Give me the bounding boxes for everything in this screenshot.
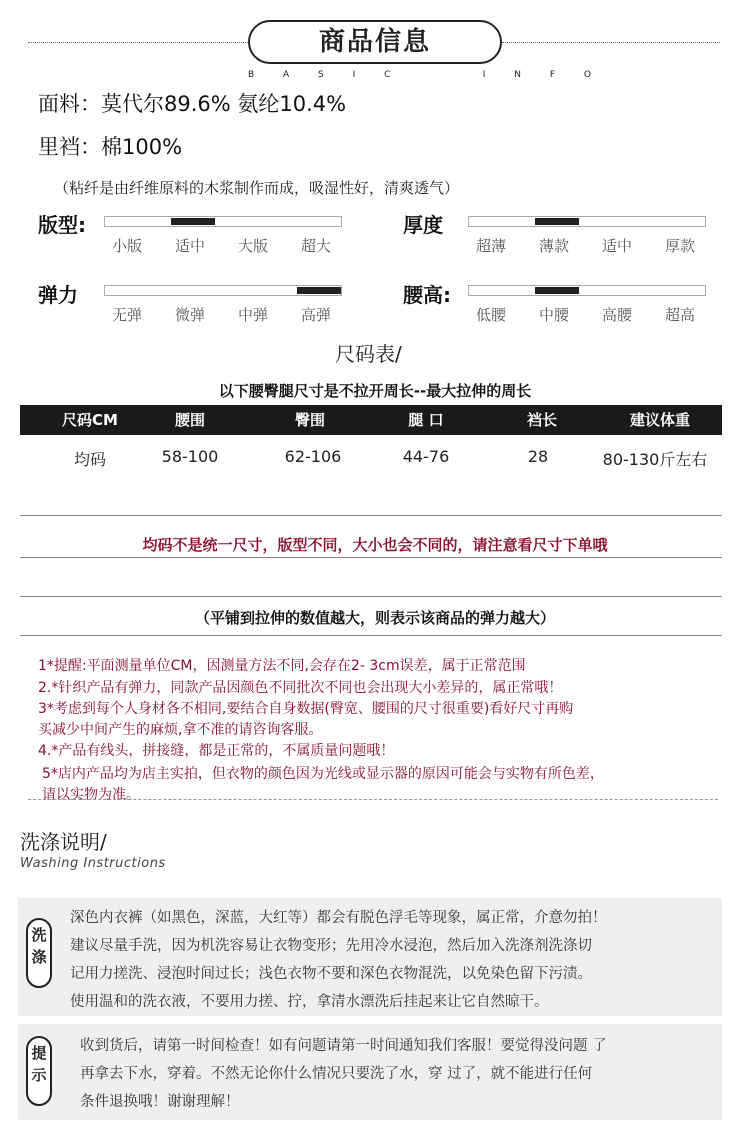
tip-line: 2.*针织产品有弹力，同款产品因颜色不同批次不同也会出现大小差异的，属正常哦！ [38,680,563,696]
washing-subtitle: Washing Instructions [20,856,166,871]
fit-option: 小版 [112,237,143,255]
size-warning: 均码不是统一尺寸，版型不同，大小也会不同的，请注意看尺寸下单哦 [142,536,608,554]
washing-box [18,898,722,1016]
crotch-lining: 里裆：棉100% [38,135,183,159]
elasticity-label: 弹力 [38,283,78,307]
table-cell: 58-100 [161,447,219,466]
elasticity-option: 中弹 [238,306,269,324]
washing-line: 深色内衣裤（如黑色，深蓝，大红等）都会有脱色浮毛等现象，属正常，介意勿拍！ [70,910,607,926]
waist-option: 高腰 [602,306,633,324]
notice-badge [26,1036,52,1106]
thickness-indicator [535,218,579,225]
column-header: 裆长 [526,411,557,429]
washing-title: 洗涤说明/ [20,830,107,854]
notice-box [18,1024,722,1120]
washing-line: 建议尽量手洗，因为机洗容易让衣物变形；先用冷水浸泡，然后加入洗涤剂洗涤切 [70,938,592,954]
section-title: 商品信息 [248,20,502,64]
divider [20,515,722,516]
section-subtitle: B A S I C I N F O [248,70,604,80]
waist-indicator [535,287,579,294]
tip-line: 请以实物为准。 [42,787,140,803]
fit-indicator [171,218,215,225]
elasticity-option: 高弹 [301,306,332,324]
tips-divider [28,799,718,800]
notice-line: 收到货后，请第一时间检查！如有问题请第一时间通知我们客服！要觉得没问题 了 [80,1038,607,1054]
washing-line: 使用温和的洗衣液，不要用力搓、拧，拿清水漂洗后挂起来让它自然晾干。 [70,994,549,1010]
tip-line: 1*提醒:平面测量单位CM，因测量方法不同,会存在2- 3cm误差，属于正常范围 [38,658,526,674]
waist-option: 超高 [665,306,696,324]
tip-line: 买减少中间产生的麻烦,拿不准的请咨询客服。 [38,722,323,738]
elasticity-indicator [297,287,341,294]
badge-char: 提 [31,1044,47,1062]
elasticity-scale [104,285,342,296]
elasticity-option: 微弹 [175,306,206,324]
notice-line: 条件退换哦！谢谢理解！ [80,1094,240,1110]
column-header: 建议体重 [629,411,690,429]
thickness-option: 薄款 [539,237,570,255]
table-cell: 62-106 [284,447,342,466]
thickness-option: 超薄 [476,237,507,255]
table-cell: 44-76 [402,447,450,466]
notice-line: 再拿去下水，穿着。不然无论你什么情况只要洗了水，穿 过了，就不能进行任何 [80,1066,593,1082]
divider [20,557,722,558]
waist-scale [468,285,706,296]
wash-badge [26,918,52,988]
fit-scale [104,216,342,227]
header-divider-left [28,42,248,43]
waist-option: 中腰 [539,306,570,324]
fit-label: 版型: [38,213,86,237]
tip-line: 4.*产品有线头，拼接缝，都是正常的，不属质量问题哦！ [38,743,395,759]
column-header: 尺码CM [62,411,118,429]
size-table-note: 以下腰臀腿尺寸是不拉开周长--最大拉伸的周长 [218,382,532,400]
size-table-header [20,405,722,435]
waist-label: 腰高: [403,283,451,307]
column-header: 臀围 [294,411,325,429]
thickness-label: 厚度 [403,213,443,237]
divider [20,635,722,636]
fit-option: 大版 [238,237,269,255]
column-header: 腿 口 [408,411,444,429]
badge-char: 洗 [31,926,47,944]
fit-option: 超大 [301,237,332,255]
column-header: 腰围 [174,411,205,429]
fit-option: 适中 [175,237,206,255]
thickness-option: 适中 [602,237,633,255]
fabric-composition: 面料：莫代尔89.6% 氨纶10.4% [38,92,347,116]
size-table-heading: 尺码表/ [335,342,402,366]
thickness-option: 厚款 [665,237,696,255]
table-cell: 28 [527,447,549,466]
elasticity-option: 无弹 [112,306,143,324]
thickness-scale [468,216,706,227]
tip-line: 5*店内产品均为店主实拍，但衣物的颜色因为光线或显示器的原因可能会与实物有所色差， [42,766,604,782]
table-cell: 80-130斤左右 [602,450,708,469]
badge-char: 涤 [31,948,47,966]
fabric-note: （粘纤是由纤维原料的木浆制作而成，吸湿性好，清爽透气） [54,179,460,197]
elasticity-note: （平铺到拉伸的数值越大，则表示该商品的弹力越大） [194,609,555,627]
badge-char: 示 [31,1066,47,1084]
tip-line: 3*考虑到每个人身材各不相同,要结合自身数据(臀宽、腰围的尺寸很重要)看好尺寸再购 [38,701,574,717]
divider [20,596,722,597]
table-cell: 均码 [73,450,106,469]
washing-line: 记用力搓洗、浸泡时间过长；浅色衣物不要和深色衣物混洗，以免染色留下污渍。 [70,966,592,982]
header-divider-right [502,42,720,43]
waist-option: 低腰 [476,306,507,324]
